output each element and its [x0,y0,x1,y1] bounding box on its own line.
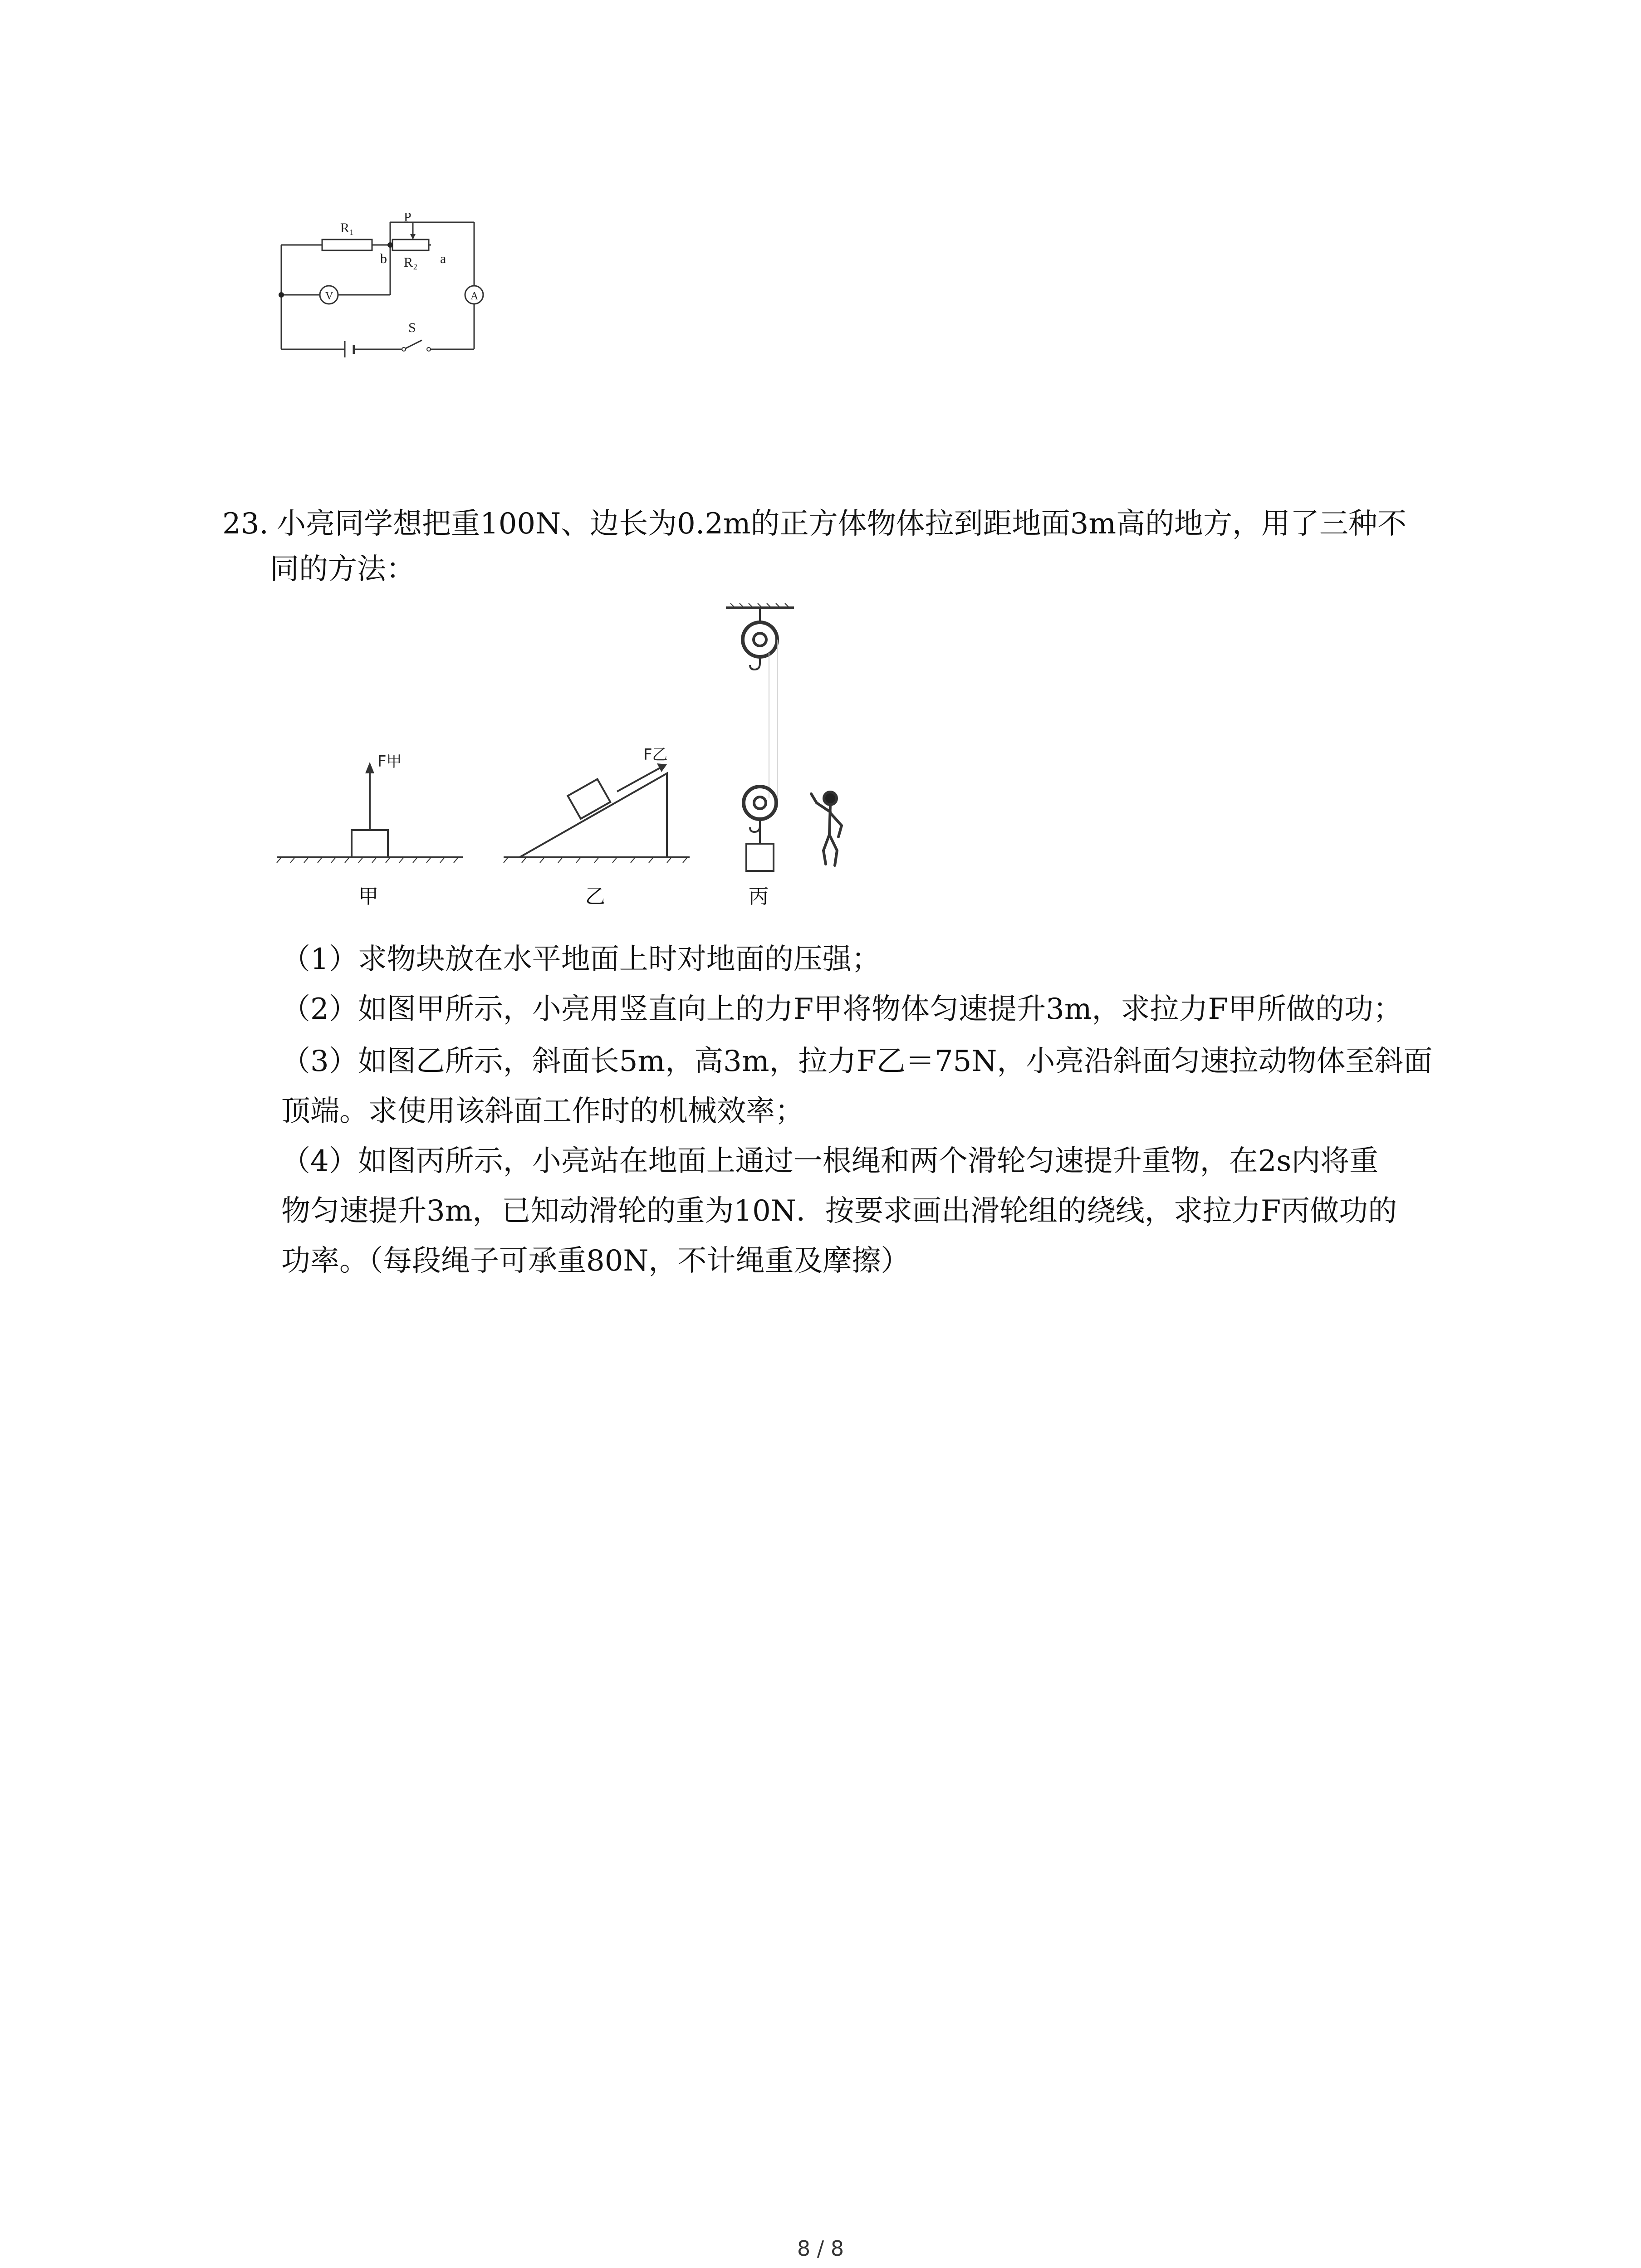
resistor-r1 [322,240,372,250]
fixed-pulley-icon [743,622,777,657]
page-number: 8 / 8 [797,2236,844,2261]
incline-yi [519,773,667,857]
figure-label-jia: 甲 [358,885,378,908]
b-label: b [380,251,387,266]
movable-pulley-icon [744,787,776,819]
question-stem-2: 同的方法： [270,552,415,586]
figure-label-bing: 丙 [749,885,769,908]
ammeter-label: A [470,290,479,302]
block-bing [746,844,774,871]
question-line-1 [222,501,1406,547]
part-4-line-2: 物匀速提升3m，已知动滑轮的重为10N．按要求画出滑轮组的绕线，求拉力F丙做功的 [281,1194,1397,1228]
part-4-line-3: 功率。（每段绳子可承重80N，不计绳重及摩擦） [281,1244,910,1278]
block-yi [568,779,610,819]
block-jia [352,830,388,857]
person-icon [811,792,842,865]
part-1: （1）求物块放在水平地面上时对地面的压强； [281,943,881,976]
question-stem-1: 小亮同学想把重100N、边长为0.2m的正方体物体拉到距地面3m高的地方，用了三种不 [277,507,1407,541]
part-3-line-1: （3）如图乙所示，斜面长5m，高3m，拉力F乙＝75N，小亮沿斜面匀速拉动物体至斜面 [281,1045,1433,1078]
p-label: P [404,213,411,225]
question-number: 23. [222,507,269,541]
force-jia-label: F甲 [377,753,402,771]
part-4-line-1: （4）如图丙所示，小亮站在地面上通过一根绳和两个滑轮匀速提升重物，在2s内将重 [281,1144,1379,1178]
r2-label: R₂ [404,255,418,270]
a-label: a [440,251,446,266]
circuit-diagram [272,213,508,367]
r1-label: R₁ [340,220,354,235]
resistor-r2 [392,240,429,250]
figure-label-yi: 乙 [585,885,605,908]
switch-label: S [408,320,416,335]
part-3-line-2: 顶端。求使用该斜面工作时的机械效率； [281,1095,804,1128]
voltmeter-label: V [325,290,333,302]
part-2: （2）如图甲所示，小亮用竖直向上的力F甲将物体匀速提升3m，求拉力F甲所做的功； [281,992,1402,1026]
force-yi-label: F乙 [643,746,668,764]
